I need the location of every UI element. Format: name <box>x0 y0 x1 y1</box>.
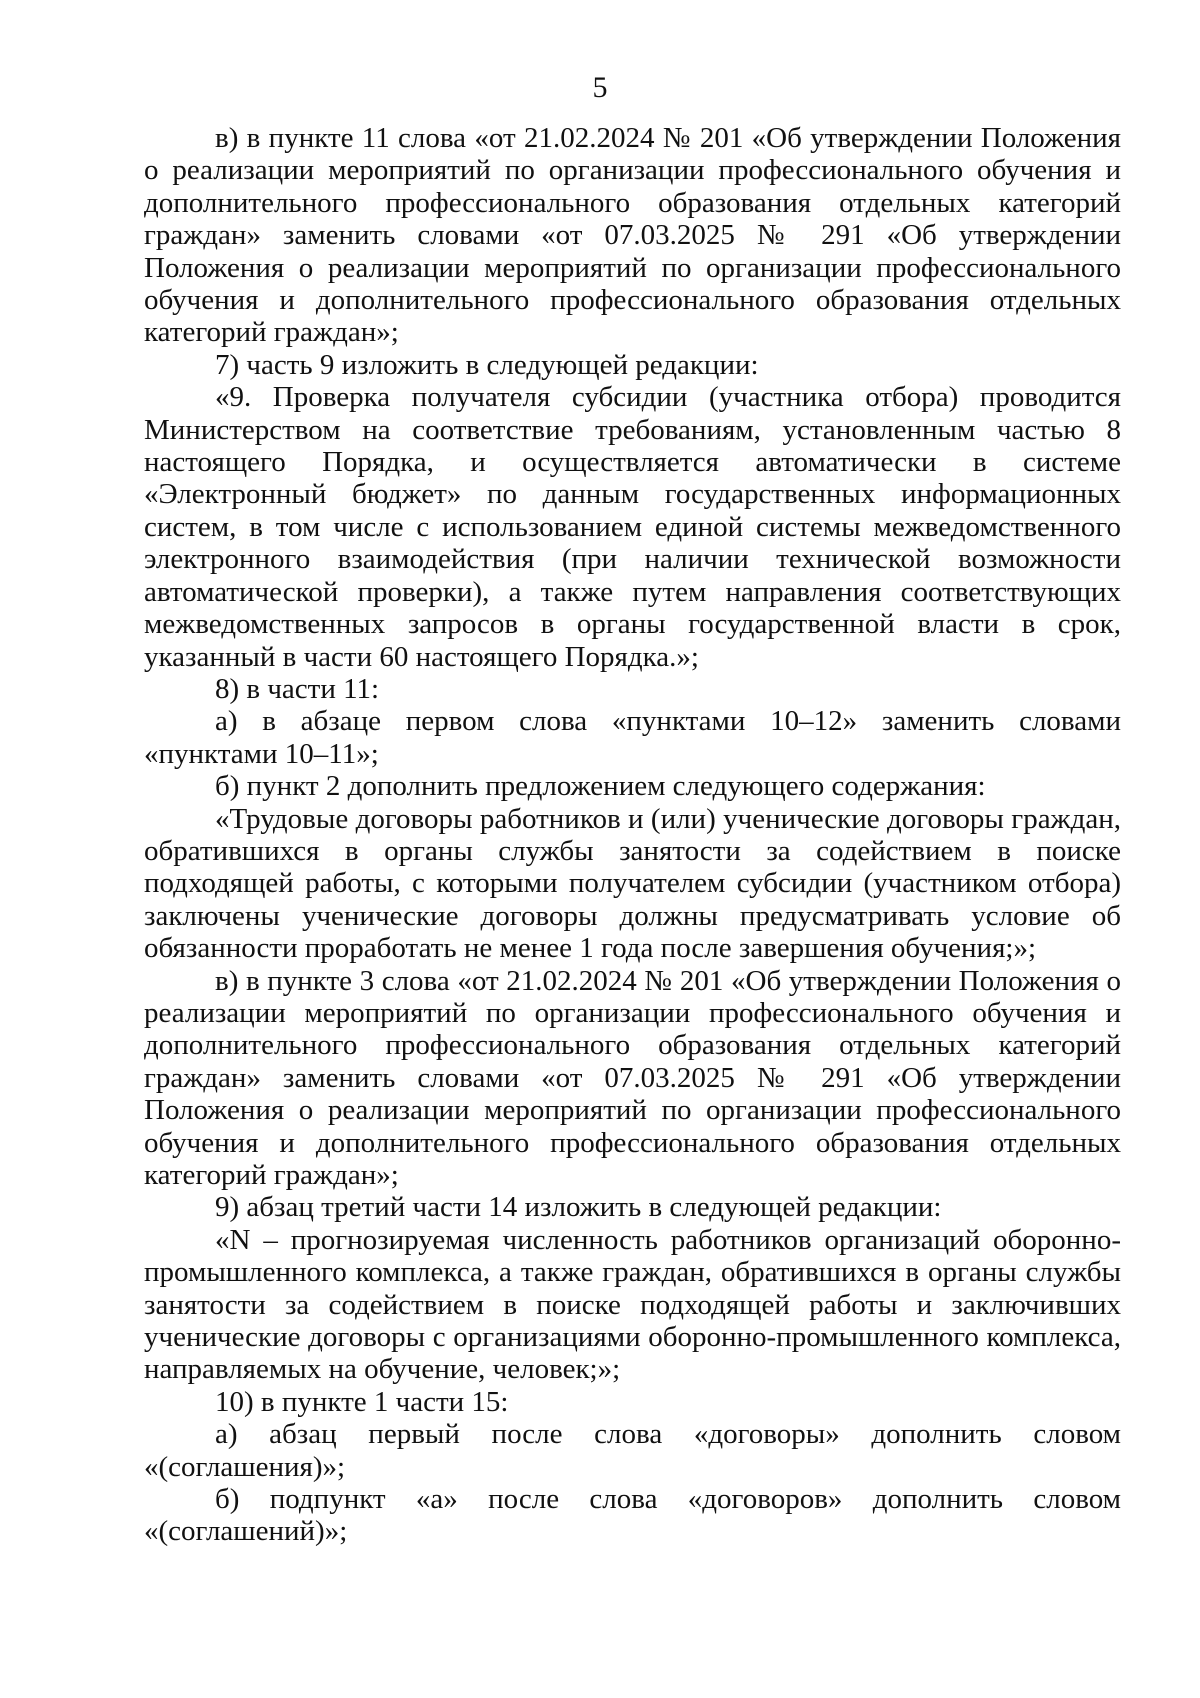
paragraph: 9) абзац третий части 14 изложить в следующей редакции: <box>215 1191 942 1224</box>
paragraph: в) в пункте 3 слова «от 21.02.2024 № 201 «Об утверждении Положения о реализации мероприятий по организации профессионального обучения и дополнительного профессионального образования отдельных категорий граждан» заменить словами «от 07.03.2025 № 291 «Об утверждении Положения о реализации мероприятий по организации профессионального обучения и дополнительного профессионального образования отдельных категорий граждан»; <box>144 964 1121 1191</box>
paragraph: 10) в пункте 1 части 15: <box>215 1385 509 1418</box>
paragraph: б) подпункт «а» после слова «договоров» дополнить словом «(соглашений)»; <box>144 1483 1121 1548</box>
paragraph: в) в пункте 11 слова «от 21.02.2024 № 201 «Об утверждении Положения о реализации мероприятий по организации профессионального обучения и дополнительного профессионального образования отдельных категорий граждан» заменить словами «от 07.03.2025 № 291 «Об утверждении Положения о реализации мероприятий по организации профессионального обучения и дополнительного профессионального образования отдельных категорий граждан»; <box>144 122 1121 349</box>
paragraph: «9. Проверка получателя субсидии (участника отбора) проводится Министерством на соответствие требованиям, установленным частью 8 настоящего Порядка, и осуществляется автоматически в системе «Электронный бюджет» по данным государственных информационных систем, в том числе с использованием единой системы межведомственного электронного взаимодействия (при наличии технической возможности автоматической проверки), а также путем направления соответствующих межведомственных запросов в органы государственной власти в срок, указанный в части 60 настоящего Порядка.»; <box>144 381 1121 673</box>
document-body <box>144 122 1121 1548</box>
paragraph: 8) в части 11: <box>215 672 380 705</box>
paragraph: «N – прогнозируемая численность работников организаций оборонно-промышленного комплекса, а также граждан, обратившихся в органы службы занятости за содействием в поиске подходящей работы и заключивших ученические договоры с организациями оборонно-промышленного комплекса, направляемых на обучение, человек;»; <box>144 1223 1121 1386</box>
paragraph: 7) часть 9 изложить в следующей редакции: <box>215 348 759 381</box>
page-number: 5 <box>592 71 608 104</box>
paragraph: а) в абзаце первом слова «пунктами 10–12» заменить словами «пунктами 10–11»; <box>144 705 1121 770</box>
paragraph: «Трудовые договоры работников и (или) ученические договоры граждан, обратившихся в органы службы занятости за содействием в поиске подходящей работы, с которыми получателем субсидии (участником отбора) заключены ученические договоры должны предусматривать условие об обязанности проработать не менее 1 года после завершения обучения;»; <box>144 802 1121 965</box>
paragraph: б) пункт 2 дополнить предложением следующего содержания: <box>215 770 986 803</box>
paragraph: а) абзац первый после слова «договоры» дополнить словом «(соглашения)»; <box>144 1418 1121 1483</box>
